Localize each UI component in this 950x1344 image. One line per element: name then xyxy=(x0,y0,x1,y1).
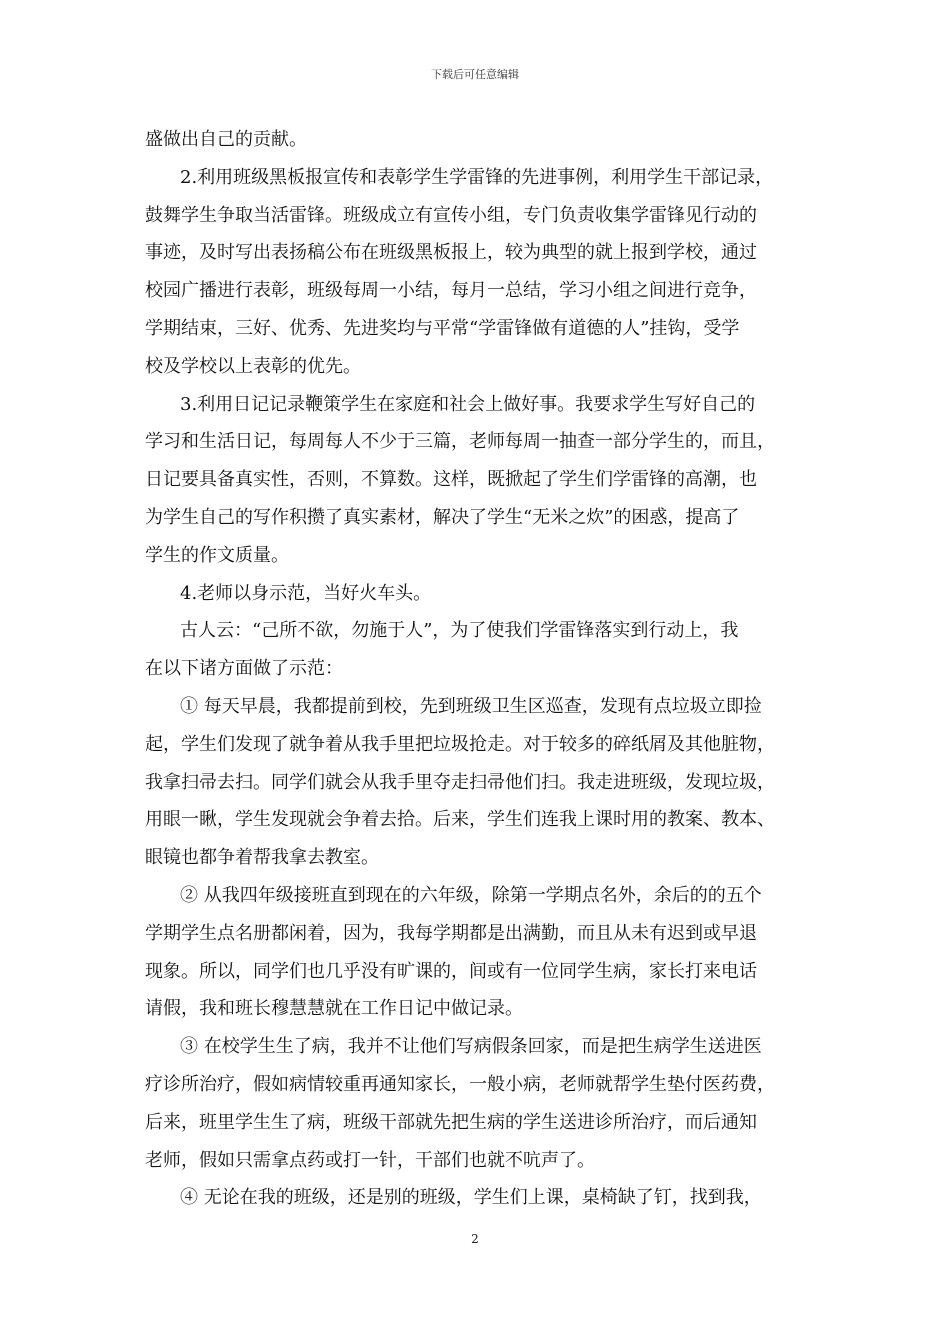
text-line: 3.利用日记记录鞭策学生在家庭和社会上做好事。我要求学生写好自己的 xyxy=(180,393,756,415)
text-line: ④ 无论在我的班级，还是别的班级，学生们上课，桌椅缺了钉，找到我， xyxy=(180,1187,762,1209)
text-line: 现象。所以，同学们也几乎没有旷课的，间或有一位同学生病，家长打来电话 xyxy=(145,960,757,982)
text-line: 老师，假如只需拿点药或打一针，干部们也就不吭声了。 xyxy=(145,1149,595,1171)
text-line: 古人云：“己所不欲，勿施于人”，为了使我们学雷锋落实到行动上，我 xyxy=(180,620,739,642)
text-line: 校及学校以上表彰的优先。 xyxy=(145,355,361,377)
text-line: ② 从我四年级接班直到现在的六年级，除第一学期点名外，余后的的五个 xyxy=(180,884,762,906)
text-line: 在以下诸方面做了示范： xyxy=(145,658,343,680)
text-line: 请假，我和班长穆慧慧就在工作日记中做记录。 xyxy=(145,998,523,1020)
text-line: 为学生自己的写作积攒了真实素材，解决了学生“无米之炊”的困惑，提高了 xyxy=(145,506,740,528)
text-line: 疗诊所治疗，假如病情较重再通知家长，一般小病，老师就帮学生垫付医药费， xyxy=(145,1073,775,1095)
text-line: 用眼一瞅，学生发现就会争着去拾。后来，学生们连我上课时用的教案、教本、 xyxy=(145,809,775,831)
text-line: 事迹，及时写出表扬稿公布在班级黑板报上，较为典型的就上报到学校，通过 xyxy=(145,242,757,264)
text-line: 鼓舞学生争取当活雷锋。班级成立有宣传小组，专门负责收集学雷锋见行动的 xyxy=(145,204,757,226)
text-line: 2.利用班级黑板报宣传和表彰学生学雷锋的先进事例，利用学生干部记录， xyxy=(180,166,774,188)
text-line: 学期学生点名册都闲着，因为，我每学期都是出满勤，而且从未有迟到或早退 xyxy=(145,922,757,944)
text-line: ③ 在校学生生了病，我并不让他们写病假条回家，而是把生病学生送进医 xyxy=(180,1036,762,1058)
page-number: 2 xyxy=(471,1232,479,1246)
text-line: 起，学生们发现了就争着从我手里把垃圾抢走。对于较多的碎纸屑及其他脏物， xyxy=(145,733,775,755)
document-body xyxy=(145,121,825,1217)
text-line: 眼镜也都争着帮我拿去教室。 xyxy=(145,847,379,869)
text-line: 我拿扫帚去扫。同学们就会从我手里夺走扫帚他们扫。我走进班级，发现垃圾， xyxy=(145,771,775,793)
text-line: 校园广播进行表彰，班级每周一小结，每月一总结，学习小组之间进行竞争， xyxy=(145,280,757,302)
page-header: 下载后可任意编辑 xyxy=(431,68,519,81)
text-line: 学生的作文质量。 xyxy=(145,544,289,566)
text-line: 学期结束，三好、优秀、先进奖均与平常“学雷锋做有道德的人”挂钩，受学 xyxy=(145,317,740,339)
text-line: 日记要具备真实性，否则，不算数。这样，既掀起了学生们学雷锋的高潮，也 xyxy=(145,469,757,491)
text-line: 后来，班里学生生了病，班级干部就先把生病的学生送进诊所治疗，而后通知 xyxy=(145,1111,757,1133)
text-line: ① 每天早晨，我都提前到校，先到班级卫生区巡查，发现有点垃圾立即捡 xyxy=(180,695,762,717)
text-line: 4.老师以身示范，当好火车头。 xyxy=(180,582,432,604)
text-line: 盛做出自己的贡献。 xyxy=(145,129,307,150)
text-line: 学习和生活日记，每周每人不少于三篇，老师每周一抽查一部分学生的，而且， xyxy=(145,431,775,453)
